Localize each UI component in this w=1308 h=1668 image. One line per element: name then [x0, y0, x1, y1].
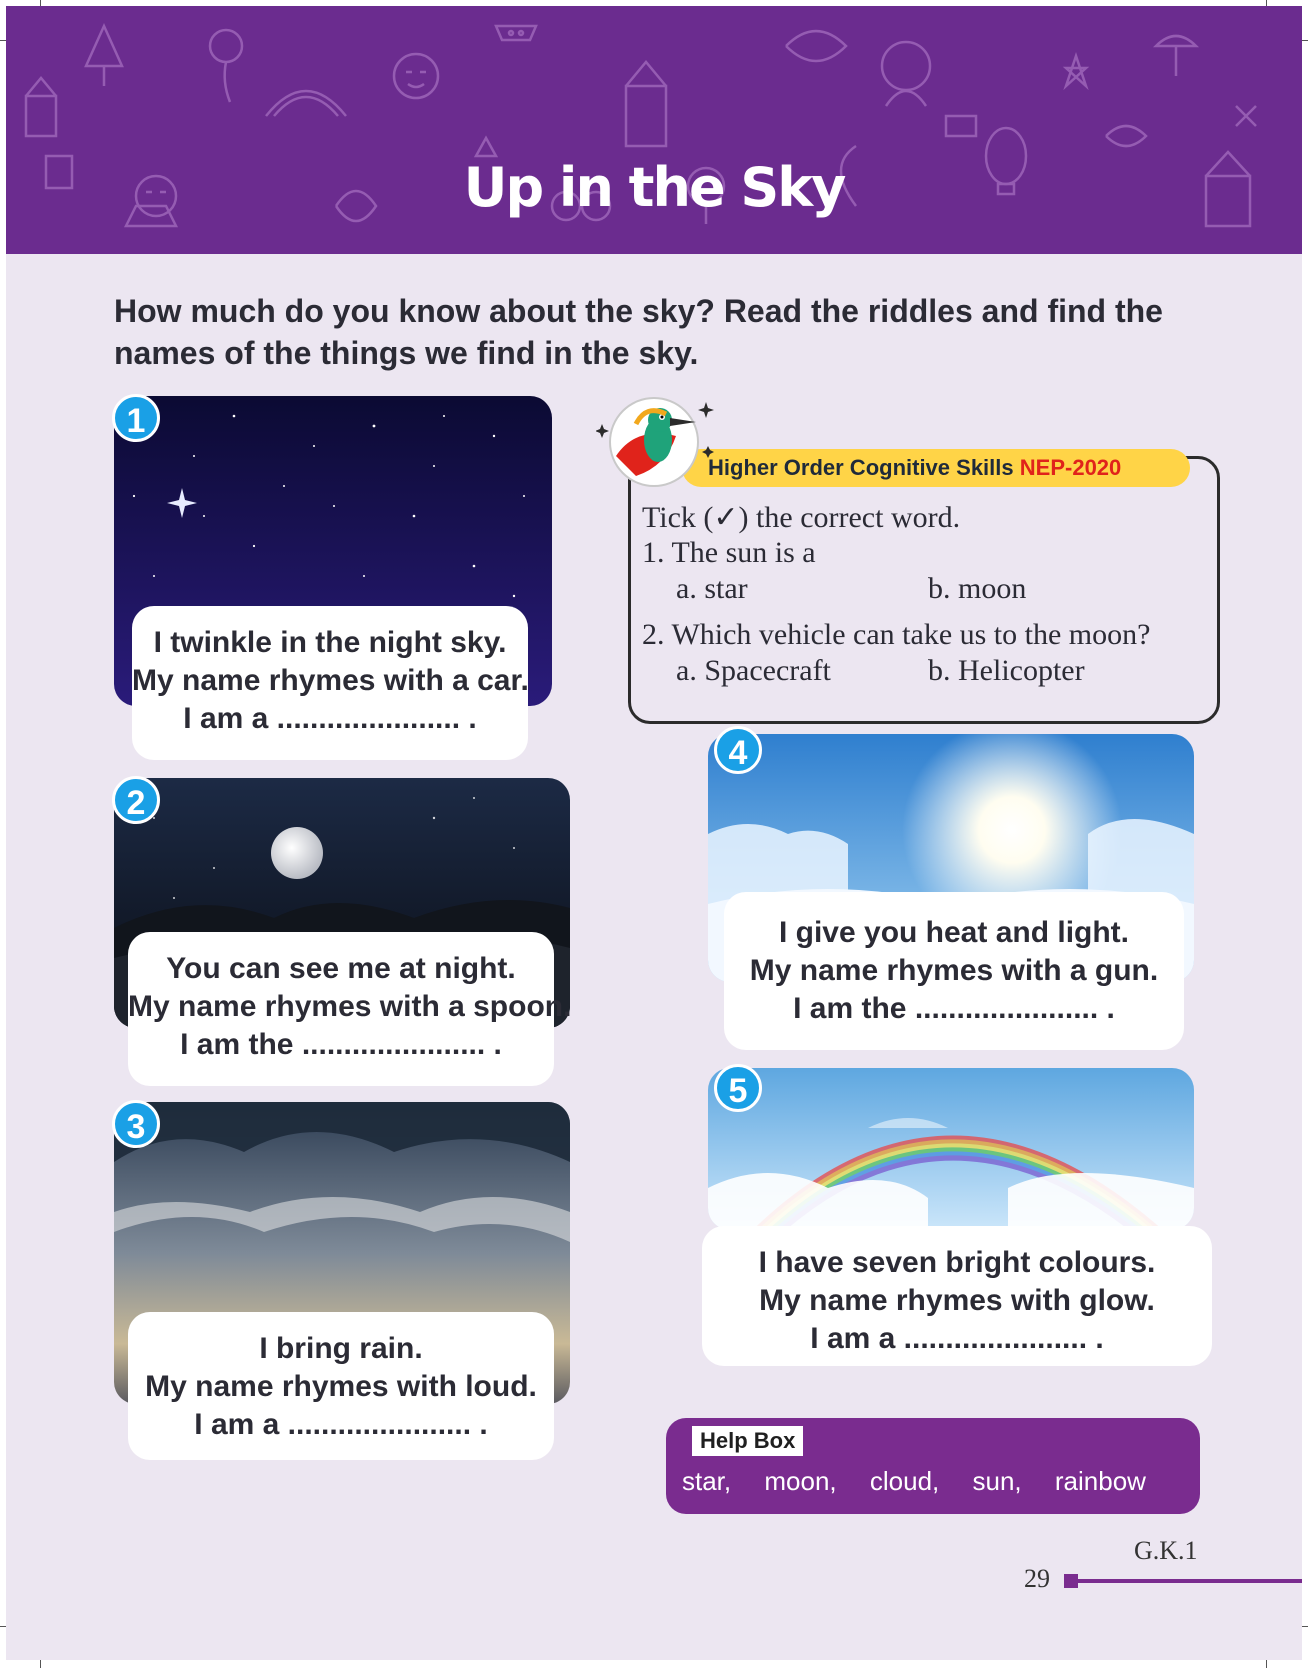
intro-text: How much do you know about the sky? Read the riddles and find the names of the things we find in the sky. — [114, 293, 1163, 371]
riddle-number-badge: 3 — [112, 1100, 160, 1148]
riddle-line: My name rhymes with a car. — [132, 664, 529, 697]
hots-option: a. star — [676, 572, 748, 605]
workbook-page — [6, 6, 1302, 1660]
page-number: 29 — [1024, 1564, 1050, 1593]
riddle-line: I am a ...................... . — [810, 1322, 1104, 1355]
riddle-line: I am a ...................... . — [183, 702, 477, 735]
riddle-line: I am the ...................... . — [793, 992, 1115, 1025]
riddle-line: I am the ...................... . — [180, 1028, 502, 1061]
riddle-number-badge: 4 — [714, 726, 762, 774]
help-word: star, — [682, 1466, 732, 1496]
nep-tag: NEP-2020 — [1019, 455, 1122, 480]
page-rule — [1078, 1579, 1302, 1583]
riddle-line: My name rhymes with loud. — [145, 1370, 537, 1403]
book-code: G.K.1 — [1134, 1536, 1198, 1565]
hots-question: 2. Which vehicle can take us to the moon? — [642, 618, 1151, 651]
page-marker — [1064, 1574, 1078, 1588]
hots-option: a. Spacecraft — [676, 654, 831, 687]
help-box-words — [682, 1466, 1172, 1497]
rainbow-photo — [708, 1068, 1194, 1230]
hots-question: 1. The sun is a — [642, 536, 816, 569]
help-word: rainbow — [1054, 1466, 1146, 1496]
riddle-card — [702, 1226, 1212, 1366]
riddle-number-badge: 1 — [112, 394, 160, 442]
riddle-line: You can see me at night. — [166, 952, 516, 985]
hots-instruction: Tick (✓) the correct word. — [642, 501, 961, 534]
help-word: cloud, — [869, 1466, 940, 1496]
riddle-line: I have seven bright colours. — [758, 1246, 1156, 1279]
help-word: sun, — [972, 1466, 1022, 1496]
riddle-card — [132, 606, 528, 760]
page-title: Up in the Sky — [463, 156, 845, 219]
bird-mascot-icon — [596, 384, 726, 494]
riddle-card — [724, 892, 1184, 1050]
riddle-line: I bring rain. — [259, 1332, 423, 1365]
hots-option: b. moon — [928, 572, 1027, 605]
riddle-line: My name rhymes with glow. — [759, 1284, 1155, 1317]
riddle-number-badge: 5 — [714, 1064, 762, 1112]
help-box-label: Help Box — [692, 1426, 803, 1456]
riddle-line: I give you heat and light. — [778, 916, 1130, 949]
riddle-line: I am a ...................... . — [194, 1408, 488, 1441]
riddle-line: My name rhymes with a gun. — [749, 954, 1159, 987]
hots-label: Higher Order Cognitive Skills — [708, 455, 1014, 480]
hots-option: b. Helicopter — [928, 654, 1085, 687]
riddle-number-badge: 2 — [112, 776, 160, 824]
riddle-card — [128, 932, 572, 1086]
riddle-line: I twinkle in the night sky. — [153, 626, 507, 659]
riddle-card — [128, 1312, 554, 1460]
help-word: moon, — [764, 1466, 837, 1496]
header-banner — [6, 6, 1302, 254]
hots-label-pill — [682, 449, 1190, 487]
riddle-line: My name rhymes with a spoon. — [128, 990, 572, 1023]
